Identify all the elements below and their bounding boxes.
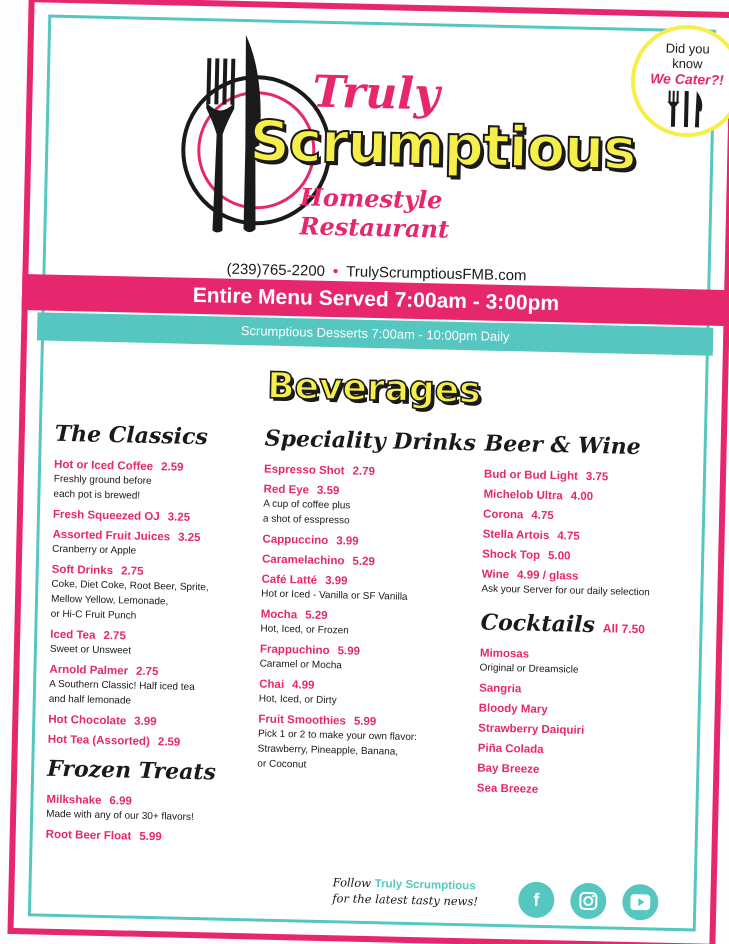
menu-item-name: Bloody Mary	[478, 702, 548, 717]
menu-item-name: Stella Artois	[482, 528, 550, 543]
menu-card	[7, 0, 729, 944]
facebook-icon[interactable]: f	[518, 881, 555, 918]
menu-item-line	[484, 469, 704, 486]
cocktails-price-note: All 7.50	[602, 621, 646, 637]
menu-item	[479, 702, 699, 719]
menu-item-description: Coke, Diet Coke, Root Beer, Sprite,	[51, 578, 209, 594]
website-link[interactable]: TrulyScrumptiousFMB.com	[346, 263, 527, 285]
menu-item-line	[46, 829, 246, 846]
menu-item	[53, 459, 254, 506]
cater-line-2: know	[672, 55, 703, 72]
menu-item	[479, 682, 699, 699]
menu-item-name: Iced Tea	[50, 628, 96, 642]
menu-item	[51, 564, 252, 626]
menu-item-line	[478, 722, 698, 739]
menu-item-name: Corona	[482, 508, 524, 522]
menu-item-name: Caramelachino	[261, 553, 345, 568]
menu-item-price: 3.99	[336, 535, 359, 548]
menu-item-name: Root Beer Float	[45, 828, 132, 843]
logo-word-scrumptious: Scrumptious	[248, 109, 637, 183]
menu-item	[477, 782, 697, 799]
follow-suffix: for the latest tasty news!	[332, 891, 479, 909]
menu-item	[478, 742, 698, 759]
menu-item-name: Espresso Shot	[263, 463, 345, 478]
follow-restaurant-name: Truly Scrumptious	[374, 878, 476, 893]
menu-item-description: each pot is brewed!	[53, 488, 141, 502]
menu-item-name: Cappuccino	[262, 533, 329, 548]
menu-item-line	[483, 489, 703, 506]
frozen-list	[46, 794, 247, 846]
menu-item	[49, 664, 250, 711]
menu-item-description: Strawberry, Pineapple, Banana,	[257, 743, 399, 758]
section-title-classics: The Classics	[54, 420, 209, 451]
follow-prefix: Follow	[332, 875, 372, 891]
menu-item-name: Hot Chocolate	[48, 713, 127, 728]
menu-item-line	[53, 509, 253, 526]
menu-item	[262, 534, 482, 551]
menu-item-line	[478, 742, 698, 759]
menu-item-description: and half lemonade	[48, 693, 132, 707]
menu-item-name: Frappuchino	[259, 643, 330, 658]
cocktails-title-text: Cocktails	[480, 609, 596, 639]
section-title-beer-wine: Beer & Wine	[484, 430, 641, 461]
menu-item-price: 3.99	[134, 715, 157, 729]
menu-item	[262, 554, 482, 571]
utensils-icon	[662, 88, 711, 129]
menu-item-line	[479, 702, 699, 719]
menu-item-price: 5.99	[139, 830, 162, 844]
menu-item	[482, 549, 702, 566]
menu-item	[259, 678, 480, 710]
menu-item	[257, 713, 478, 775]
menu-item	[482, 529, 702, 546]
follow-message	[332, 875, 503, 910]
section-title-frozen: Frozen Treats	[46, 755, 217, 786]
menu-item-description: Cranberry or Apple	[52, 543, 137, 557]
restaurant-logo	[179, 34, 637, 253]
menu-item-price: 3.59	[316, 484, 340, 498]
menu-item-description: Hot, Iced, or Dirty	[258, 693, 337, 707]
menu-item-price: 5.29	[305, 609, 328, 623]
classics-list	[48, 459, 254, 750]
menu-item	[478, 722, 698, 739]
menu-item-name: Fresh Squeezed OJ	[52, 508, 160, 524]
menu-item-name: Hot Tea (Assorted)	[47, 733, 151, 749]
menu-item-name: Mocha	[260, 608, 298, 622]
menu-item-price: 2.59	[157, 736, 181, 749]
separator-dot: •	[332, 263, 339, 281]
menu-item	[46, 829, 246, 846]
menu-item-price: 5.99	[353, 715, 377, 729]
menu-item-name: Soft Drinks	[51, 563, 114, 578]
catering-badge	[630, 24, 729, 139]
menu-item-description: or Hi-C Fruit Punch	[50, 608, 137, 622]
menu-item	[483, 509, 703, 526]
menu-item-line	[479, 682, 699, 699]
menu-item-price: 2.59	[160, 461, 184, 474]
menu-item-name: Assorted Fruit Juices	[52, 528, 171, 544]
menu-item-name: Milkshake	[46, 793, 102, 807]
menu-item-price: 2.75	[103, 629, 126, 643]
menu-item-price: 3.25	[177, 531, 201, 545]
menu-item-name: Bay Breeze	[477, 762, 540, 776]
menu-item-line	[483, 509, 703, 526]
menu-item-price: 2.75	[135, 665, 159, 679]
cocktails-list	[477, 647, 700, 799]
menu-item-line	[262, 534, 482, 551]
menu-item-name: Bud or Bud Light	[483, 468, 579, 483]
menu-item-price: 4.99	[291, 679, 315, 692]
menu-item-price: 2.75	[120, 565, 144, 578]
section-title-speciality: Speciality Drinks	[264, 425, 477, 457]
menu-item	[477, 762, 697, 779]
menu-item-name: Piña Colada	[477, 742, 544, 756]
menu-item-price: 2.79	[352, 465, 376, 479]
phone-number[interactable]: (239)765-2200	[226, 260, 326, 280]
menu-item-price: 3.75	[585, 470, 609, 484]
menu-item-name: Michelob Ultra	[483, 488, 563, 503]
menu-item	[263, 484, 484, 531]
menu-item-description: Hot or Iced - Vanilla or SF Vanilla	[261, 588, 408, 603]
menu-item-description: A cup of coffee plus	[263, 498, 351, 512]
menu-item-description: Ask your Server for our daily selection	[481, 583, 650, 599]
menu-item-description: Made with any of our 30+ flavors!	[46, 808, 194, 824]
menu-item-description: a shot of esspresso	[262, 513, 350, 527]
menu-item	[483, 489, 703, 506]
menu-item	[48, 714, 248, 731]
menu-item-name: Café Latté	[261, 573, 318, 587]
cater-line-1: Did you	[665, 40, 710, 57]
menu-item-name: Hot or Iced Coffee	[53, 458, 154, 474]
menu-item-description: Pick 1 or 2 to make your own flavor:	[257, 728, 418, 744]
menu-item-price: 6.99	[109, 795, 132, 808]
menu-item-line	[48, 734, 248, 751]
menu-item-name: Shock Top	[482, 548, 541, 562]
logo-tagline: Homestyle Restaurant	[299, 182, 450, 244]
menu-item-description: A Southern Classic! Half iced tea	[48, 678, 195, 694]
menu-item-description: Hot, Iced, or Frozen	[260, 623, 349, 637]
menu-item-line	[482, 549, 702, 566]
menu-item-line	[48, 714, 248, 731]
menu-item	[264, 464, 484, 481]
menu-item-description: Freshly ground before	[53, 473, 152, 488]
logo-word-truly: Truly	[312, 66, 441, 121]
menu-item-description: Caramel or Mocha	[259, 658, 343, 672]
hours-banner: Entire Menu Served 7:00am - 3:00pm	[22, 274, 729, 326]
menu-item	[52, 529, 253, 561]
desserts-banner: Scrumptious Desserts 7:00am - 10:00pm Daily	[37, 312, 713, 355]
menu-item	[46, 794, 247, 826]
menu-item-price: 5.00	[547, 550, 571, 563]
middle-column	[257, 426, 485, 784]
menu-item-line	[477, 762, 697, 779]
right-column	[477, 431, 705, 808]
speciality-list	[257, 464, 484, 776]
menu-item	[261, 574, 482, 606]
menu-item-name: Sangria	[479, 682, 522, 696]
menu-item-line	[477, 782, 697, 799]
menu-item	[484, 469, 704, 486]
menu-item-price: 5.29	[352, 555, 375, 569]
menu-item-name: Arnold Palmer	[49, 663, 129, 678]
menu-item-price: 5.99	[337, 645, 361, 658]
menu-item-price: 3.25	[167, 511, 191, 524]
cater-line-3: We Cater?!	[650, 70, 725, 88]
menu-item-description: Sweet or Unsweet	[49, 643, 132, 657]
menu-item-description: Mellow Yellow, Lemonade,	[50, 593, 169, 608]
menu-item-line	[262, 554, 482, 571]
menu-item	[260, 609, 481, 641]
menu-item-description: or Coconut	[257, 758, 307, 771]
menu-item-name: Red Eye	[263, 483, 310, 497]
menu-item	[481, 569, 702, 601]
menu-item-name: Sea Breeze	[476, 782, 539, 796]
menu-item-price: 4.75	[531, 509, 554, 523]
menu-item	[53, 509, 253, 526]
menu-item-name: Strawberry Daiquiri	[478, 722, 585, 737]
menu-item-name: Mimosas	[479, 647, 530, 661]
menu-item	[259, 644, 480, 676]
youtube-icon[interactable]	[622, 884, 659, 921]
menu-item	[48, 734, 248, 751]
page-title: Beverages	[266, 365, 482, 412]
menu-item-name: Chai	[259, 678, 285, 692]
menu-item-description: Original or Dreamsicle	[479, 662, 579, 676]
menu-item	[50, 629, 251, 661]
menu-item-name: Fruit Smoothies	[258, 713, 347, 728]
menu-item-line	[482, 529, 702, 546]
menu-item-price: 4.99 / glass	[516, 569, 579, 583]
section-title-cocktails	[480, 610, 701, 641]
instagram-icon[interactable]	[570, 883, 607, 920]
menu-item-name: Wine	[481, 568, 510, 582]
left-column	[45, 421, 255, 853]
beer-wine-list	[481, 469, 704, 601]
menu-item-price: 4.00	[570, 490, 594, 504]
menu-item-price: 4.75	[557, 530, 580, 543]
menu-item	[479, 647, 700, 679]
menu-item-price: 3.99	[325, 574, 348, 588]
menu-item-line	[264, 464, 484, 481]
